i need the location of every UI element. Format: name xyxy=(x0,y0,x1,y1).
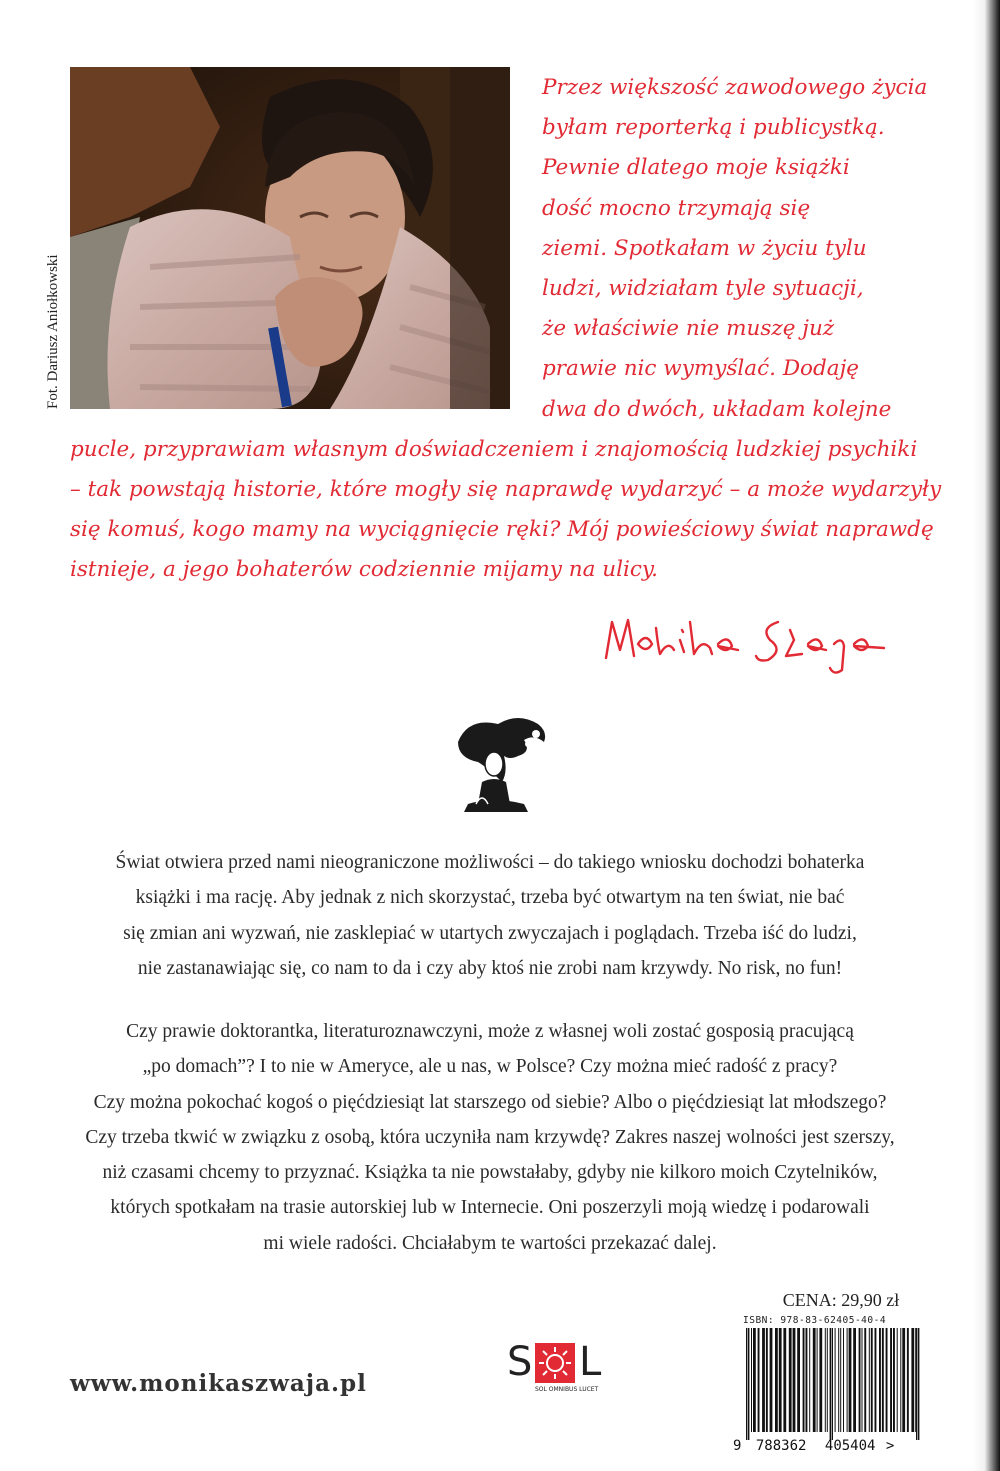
barcode-bar xyxy=(766,1328,768,1432)
publisher-tagline: SOL OMNIBUS LUCET xyxy=(535,1386,599,1393)
quote-line: że właściwie nie muszę już xyxy=(542,316,835,342)
barcode-bar xyxy=(746,1328,747,1440)
barcode-bar xyxy=(875,1328,877,1432)
description-line: mi wiele radości. Chciałabym te wartości przekazać dalej. xyxy=(263,1232,717,1254)
barcode-bar xyxy=(770,1328,773,1432)
barcode-bar xyxy=(825,1328,826,1432)
quote-line: prawie nic wymyślać. Dodaję xyxy=(542,356,859,382)
series-emblem-woman-icon xyxy=(448,712,552,816)
barcode-bar xyxy=(753,1328,756,1432)
barcode-bar xyxy=(835,1328,836,1432)
photo-credit: Fot. Dariusz Aniołkowski xyxy=(45,254,61,409)
barcode-bar xyxy=(843,1328,844,1432)
publisher-logo xyxy=(505,1335,615,1401)
barcode-bar xyxy=(789,1328,792,1432)
barcode-digits-right: 405404 xyxy=(824,1438,876,1454)
description-line: „po domach”? I to nie w Ameryce, ale u nas, w Polsce? Czy można mieć radość z pracy? xyxy=(142,1056,838,1078)
barcode-bar xyxy=(853,1328,856,1432)
quote-line: ziemi. Spotkałam w życiu tylu xyxy=(542,235,867,261)
isbn-barcode xyxy=(740,1328,924,1440)
barcode-bar xyxy=(830,1328,831,1440)
barcode-bar xyxy=(886,1328,888,1432)
barcode-bar xyxy=(847,1328,848,1432)
publisher-letter-l: L xyxy=(579,1339,602,1385)
barcode-bar xyxy=(911,1328,914,1432)
description-line: których spotkałam na trasie autorskiej lub w Internecie. Oni poszerzyli moją wiedzę i podarowali xyxy=(110,1197,870,1219)
barcode-digit-first: 9 xyxy=(733,1438,742,1454)
barcode-bar xyxy=(859,1328,861,1432)
barcode-bar xyxy=(819,1328,822,1432)
quote-line: – tak powstają historie, które mogły się naprawdę wydarzyć – a może wydarzyły xyxy=(70,477,942,503)
barcode-digits xyxy=(733,1438,894,1454)
description-paragraph-2 xyxy=(40,1014,940,1261)
quote-line: ludzi, widziałam tyle sytuacji, xyxy=(542,276,864,302)
quote-line: istnieje, a jego bohaterów codziennie mijamy na ulicy. xyxy=(70,557,659,583)
barcode-bar xyxy=(907,1328,909,1432)
barcode-bar xyxy=(797,1328,800,1432)
description-line: Czy można pokochać kogoś o pięćdziesiąt lat starszego od siebie? Albo o pięćdziesiąt lat młodszego? xyxy=(93,1091,887,1113)
barcode-bar xyxy=(882,1328,884,1432)
isbn-label: ISBN: 978-83-62405-40-4 xyxy=(743,1315,887,1326)
author-signature xyxy=(598,600,898,680)
barcode-bar xyxy=(893,1328,895,1432)
barcode-bar xyxy=(871,1328,873,1432)
author-website: www.monikaszwaja.pl xyxy=(70,1370,367,1397)
quote-line: byłam reporterką i publicystką. xyxy=(542,115,885,141)
barcode-bar xyxy=(916,1328,917,1440)
price-label: CENA: 29,90 zł xyxy=(782,1290,900,1310)
quote-line: pucle, przyprawiam własnym doświadczeniem i znajomością ludzkiej psychiki xyxy=(70,436,918,462)
sun-icon xyxy=(535,1343,575,1383)
barcode-bar xyxy=(832,1328,833,1440)
barcode-bar xyxy=(827,1328,828,1432)
quote-line: dwa do dwóch, układam kolejne xyxy=(542,396,892,422)
barcode-bar xyxy=(775,1328,778,1432)
publisher-letter-s: S xyxy=(507,1339,533,1385)
description-line: nie zastanawiając się, co nam to da i czy aby ktoś nie zrobi nam krzywdy. No risk, no fun! xyxy=(137,957,843,979)
barcode-bar xyxy=(902,1328,905,1432)
barcode-bar xyxy=(869,1328,870,1432)
description-line: książki i ma rację. Aby jednak z nich skorzystać, trzeba być otwartym na ten świat, nie bać xyxy=(135,887,845,909)
barcode-bar xyxy=(751,1328,752,1432)
description-line: niż czasami chcemy to przyznać. Książka ta nie powstałaby, gdyby nie kilkoro moich Czytelników, xyxy=(102,1162,878,1184)
barcode-bar xyxy=(890,1328,892,1432)
barcode-bar xyxy=(879,1328,881,1432)
barcode-bar xyxy=(762,1328,765,1432)
barcode-bar xyxy=(809,1328,810,1432)
page-edge-shadow xyxy=(972,0,1000,1471)
barcode-bar xyxy=(840,1328,841,1432)
barcode-bar xyxy=(806,1328,808,1432)
barcode-bar xyxy=(900,1328,901,1432)
barcode-bar xyxy=(779,1328,782,1432)
barcode-bar xyxy=(793,1328,796,1432)
description-line: się zmian ani wyzwań, nie zasklepiać w utartych zwyczajach i poglądach. Trzeba iść do ludzi, xyxy=(123,922,857,944)
barcode-bar xyxy=(817,1328,818,1432)
description-line: Czy trzeba tkwić w związku z osobą, która uczyniła nam krzywdę? Zakres naszej wolności jest szerszy, xyxy=(85,1126,895,1148)
barcode-bar xyxy=(897,1328,898,1432)
description-line: Czy prawie doktorantka, literaturoznawczyni, może z własnej woli zostać gosposią pracującą xyxy=(126,1021,854,1042)
barcode-bar xyxy=(918,1328,919,1440)
quote-line: Pewnie dlatego moje książki xyxy=(542,155,850,181)
barcode-bar xyxy=(803,1328,805,1432)
barcode-digits-left: 788362 xyxy=(755,1438,807,1454)
barcode-digit-end: > xyxy=(885,1438,895,1454)
description-paragraph-1 xyxy=(40,845,940,986)
barcode-bar xyxy=(758,1328,760,1432)
barcode-bar xyxy=(849,1328,852,1432)
barcode-bar xyxy=(838,1328,839,1432)
barcode-bar xyxy=(813,1328,816,1432)
barcode-bar xyxy=(862,1328,863,1432)
barcode-bar xyxy=(864,1328,866,1432)
quote-line: dość mocno trzymają się xyxy=(542,195,811,221)
barcode-bar xyxy=(748,1328,749,1440)
quote-line: Przez większość zawodowego życia xyxy=(542,75,928,100)
quote-line: się komuś, kogo mamy na wyciągnięcie ręki? Mój powieściowy świat naprawdę xyxy=(70,517,934,543)
barcode-bar xyxy=(783,1328,786,1432)
author-quote xyxy=(70,68,942,591)
description-line: Świat otwiera przed nami nieograniczone możliwości – do takiego wniosku dochodzi bohaterka xyxy=(115,852,865,873)
